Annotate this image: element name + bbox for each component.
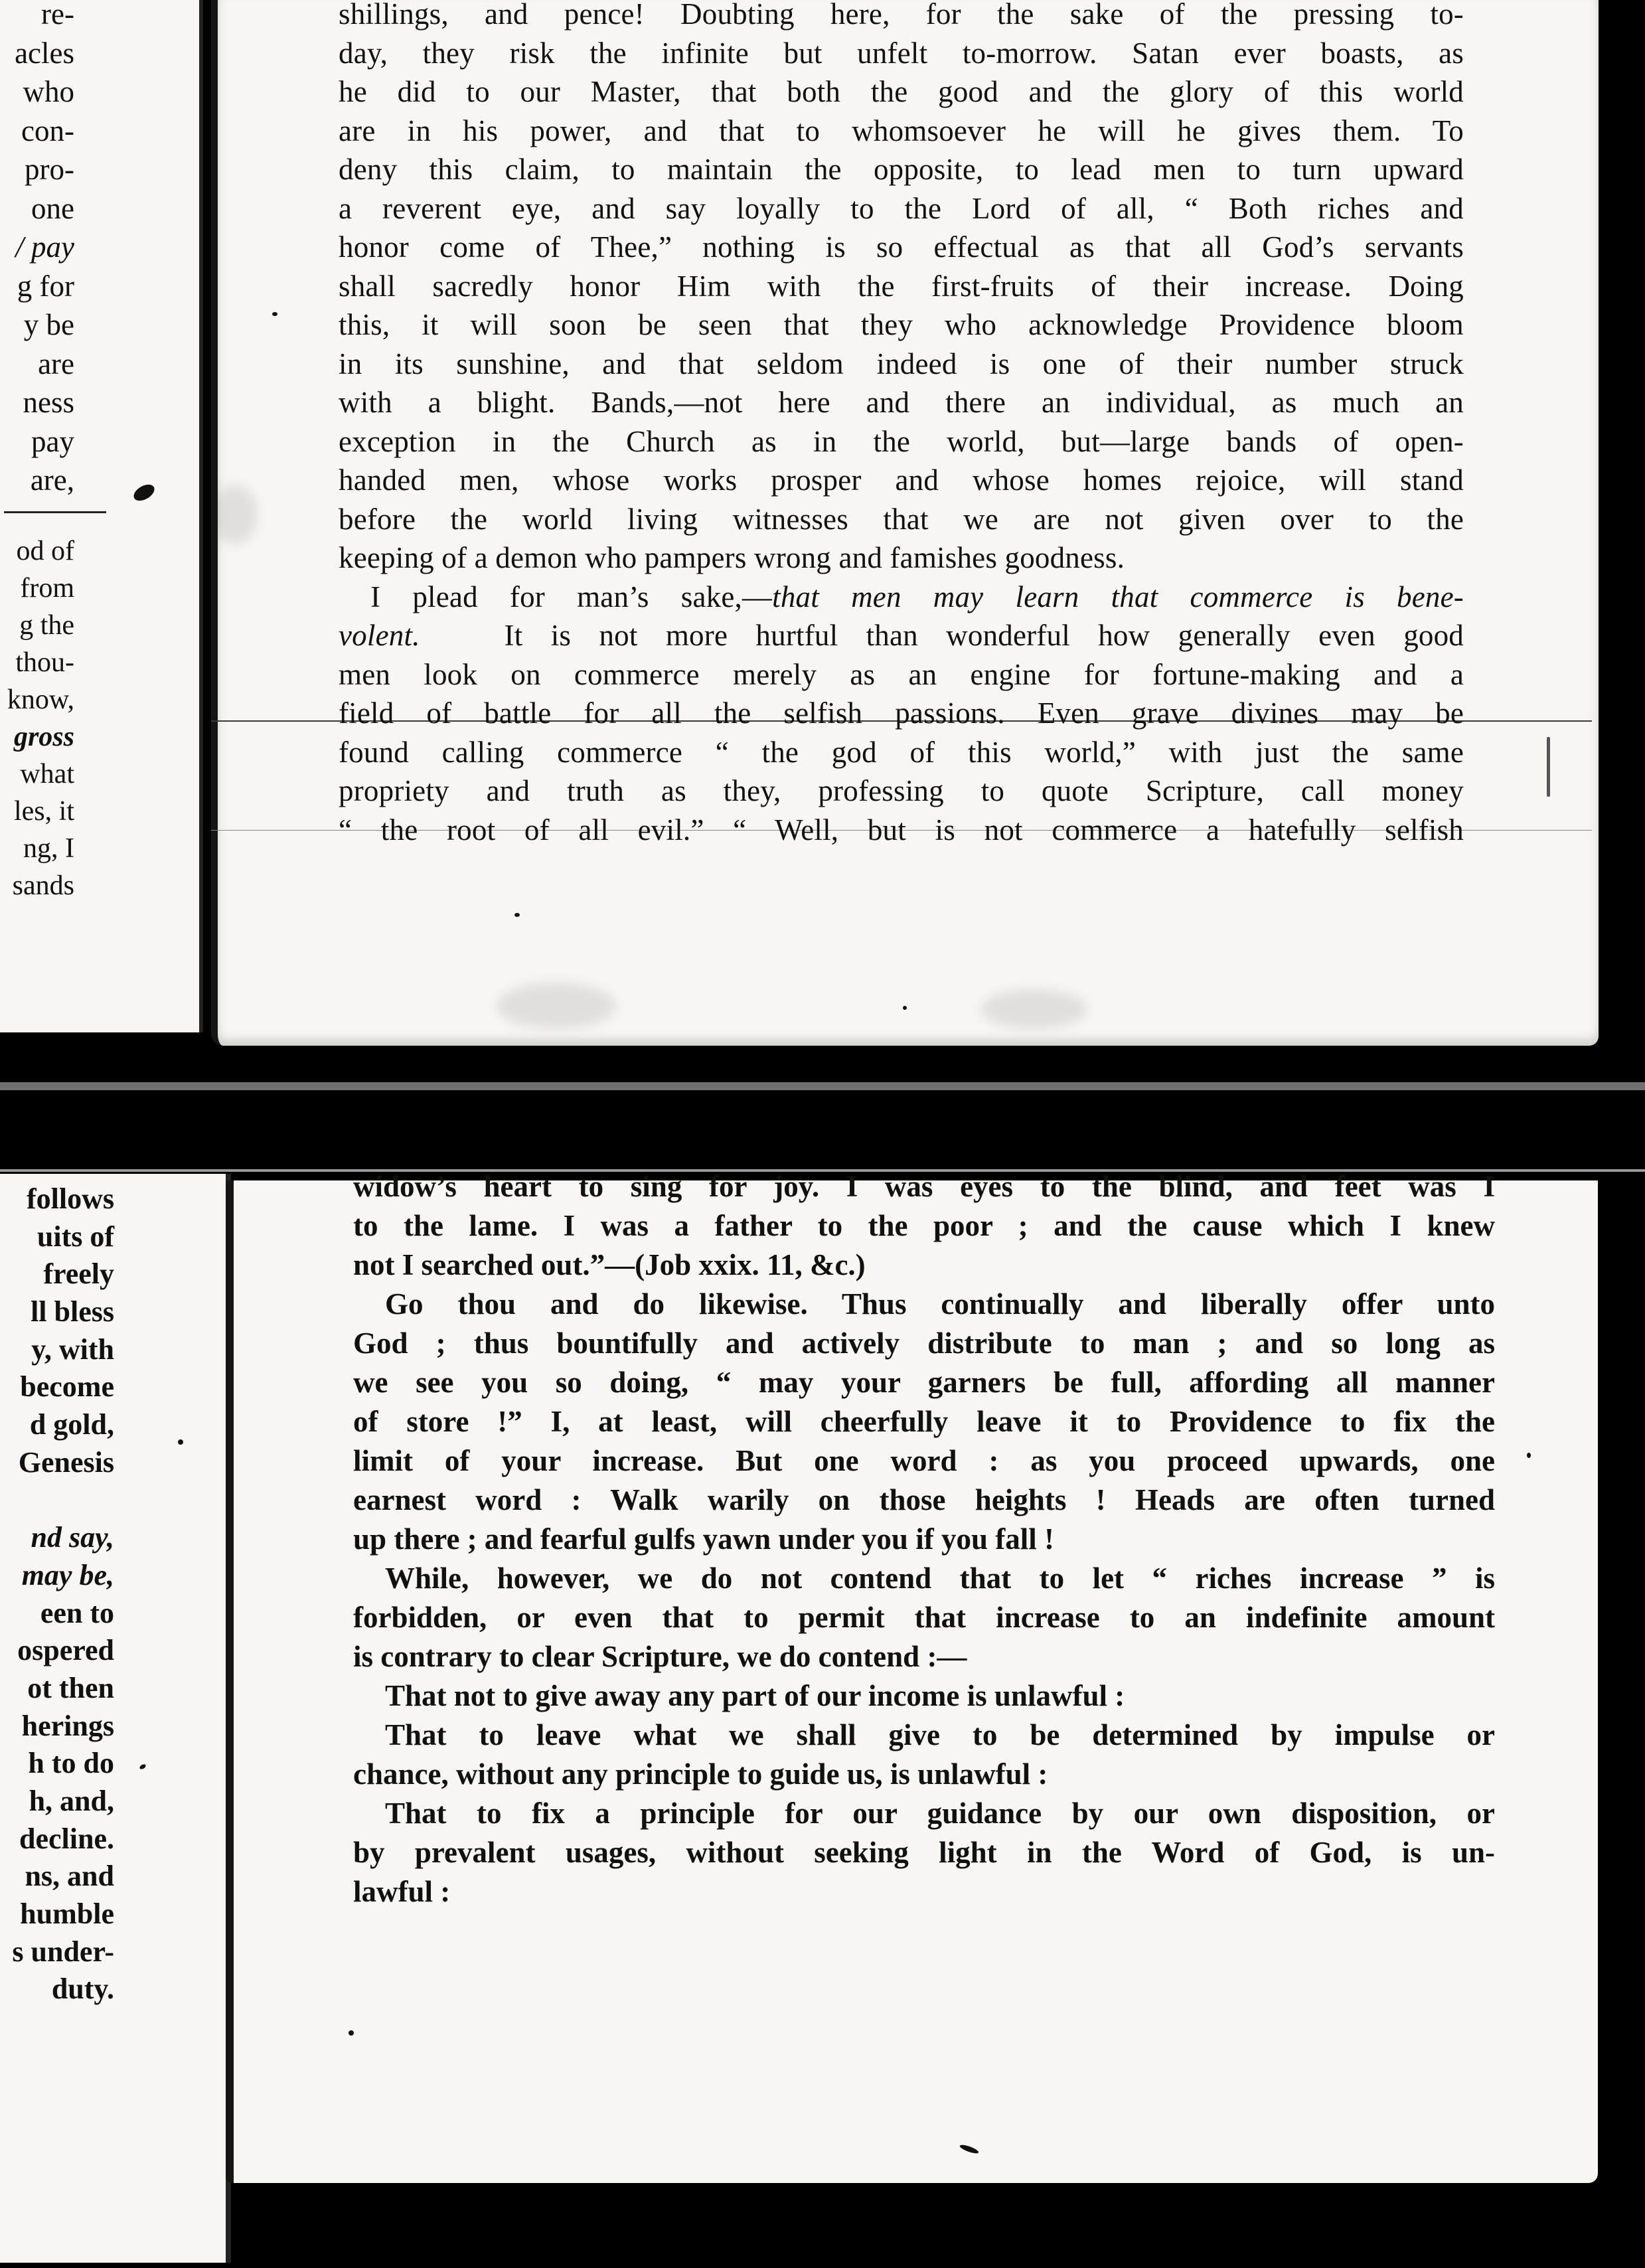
fragment-line: acles	[15, 36, 74, 70]
fragment-line: may be,	[21, 1558, 114, 1591]
fragment-line: ness	[23, 386, 74, 419]
text-line: That not to give away any part of our income is unlawful :	[385, 1679, 1125, 1712]
fragment-line: / pay	[15, 230, 74, 264]
text-line: a reverent eye, and say loyally to the Lord of all, “ Both riches and	[339, 191, 1464, 225]
fragment-line: ng, I	[23, 833, 74, 864]
fragment-line: from	[20, 573, 74, 604]
fragment-line: humble	[20, 1898, 114, 1931]
fragment-line: duty.	[51, 1973, 114, 2006]
text-line: in its sunshine, and that seldom indeed is one of their number struck	[339, 347, 1464, 380]
fragment-line: freely	[43, 1257, 114, 1291]
fragment-line: od of	[16, 536, 74, 566]
ink-speck	[272, 312, 277, 316]
plead-line2-rest: It is not more hurtful than wonderful how generally even good	[504, 619, 1464, 652]
text-line: That to fix a principle for our guidance by our own disposition, or	[385, 1797, 1495, 1830]
fragment-line: een to	[40, 1596, 114, 1629]
text-line: widow’s heart to sing for joy. I was eyes to the blind, and feet was I	[353, 1170, 1495, 1203]
text-line: propriety and truth as they, professing to quote Scripture, call money	[339, 774, 1464, 807]
fragment-line: les, it	[14, 796, 74, 827]
text-line: While, however, we do not contend that to let “ riches increase ” is	[385, 1562, 1495, 1595]
fragment-line: pay	[31, 424, 74, 458]
fragment-line: ll bless	[31, 1295, 114, 1329]
fragment-line: ot then	[27, 1671, 114, 1704]
text-line: before the world living witnesses that we are not given over to the	[339, 502, 1464, 536]
scan-shadow	[211, 485, 258, 544]
text-line: is contrary to clear Scripture, we do contend :—	[353, 1640, 967, 1673]
scan-shadow	[497, 983, 616, 1029]
fragment-line: y, with	[31, 1333, 114, 1366]
bottom-body-text	[353, 1167, 1495, 1911]
fragment-line: ns, and	[25, 1860, 114, 1893]
left-margin-text-bottom	[0, 1180, 114, 2008]
fragment-line: herings	[21, 1709, 114, 1742]
fragment-line: know,	[7, 685, 74, 715]
text-line: men look on commerce merely as an engine for fortune-making and a	[339, 657, 1464, 691]
text-line: he did to our Master, that both the good and the glory of this world	[339, 75, 1464, 108]
text-line: this, it will soon be seen that they who acknowledge Providence bloom	[339, 308, 1464, 341]
fragment-line: one	[31, 191, 74, 225]
scan-shadow	[981, 989, 1087, 1029]
text-line: Go thou and do likewise. Thus continually and liberally offer unto	[385, 1287, 1495, 1321]
fragment-gap	[0, 1482, 114, 1520]
left-margin-text-top-2	[0, 532, 74, 904]
text-line: to the lame. I was a father to the poor ; and the cause which I knew	[353, 1209, 1495, 1242]
fragment-line: h to do	[28, 1747, 114, 1780]
ink-speck	[514, 913, 520, 917]
fragment-line: h, and,	[29, 1785, 114, 1817]
fragment-line: re-	[41, 0, 74, 31]
text-line: up there ; and fearful gulfs yawn under you if you fall !	[353, 1522, 1054, 1556]
fragment-line: con-	[21, 114, 74, 147]
text-line: lawful :	[353, 1875, 451, 1908]
fragment-line: are	[38, 347, 74, 380]
text-line: limit of your increase. But one word : as you proceed upwards, one	[353, 1444, 1495, 1477]
fragment-line: thou-	[15, 647, 74, 678]
fragment-line: sands	[12, 870, 74, 901]
scan-divider	[0, 1081, 1645, 1174]
text-line: day, they risk the infinite but unfelt to-morrow. Satan ever boasts, as	[339, 36, 1464, 70]
fragment-line: uits of	[37, 1220, 114, 1253]
paragraph-start-line	[339, 578, 1464, 617]
ink-speck	[349, 2030, 354, 2036]
text-line: chance, without any principle to guide us, is unlawful :	[353, 1757, 1048, 1791]
text-line: God ; thus bountifully and actively distribute to man ; and so long as	[353, 1327, 1495, 1360]
text-line: found calling commerce “ the god of this world,” with just the same	[339, 735, 1464, 769]
section-rule	[4, 511, 106, 513]
text-line: handed men, whose works prosper and whose homes rejoice, will stand	[339, 463, 1464, 497]
scan-mark	[1547, 737, 1550, 797]
text-line: honor come of Thee,” nothing is so effectual as that all God’s servants	[339, 230, 1464, 264]
fragment-line: nd say,	[31, 1521, 114, 1554]
ink-speck	[178, 1439, 183, 1445]
ink-speck	[1527, 1453, 1531, 1458]
text-line: That to leave what we shall give to be determined by impulse or	[385, 1718, 1495, 1751]
text-line: shall sacredly honor Him with the first-fruits of their increase. Doing	[339, 269, 1464, 303]
text-line: with a blight. Bands,—not here and there an individual, as much an	[339, 386, 1464, 419]
text-line: shillings, and pence! Doubting here, for the sake of the pressing to-	[339, 0, 1464, 31]
text-line: deny this claim, to maintain the opposite, to lead men to turn upward	[339, 153, 1464, 186]
fragment-line: decline.	[19, 1822, 114, 1855]
plead-line2-italic: volent.	[339, 619, 420, 652]
text-line: earnest word : Walk warily on those heights ! Heads are often turned	[353, 1483, 1495, 1516]
fragment-line: gross	[13, 722, 74, 752]
text-line: exception in the Church as in the world, but—large bands of open-	[339, 424, 1464, 458]
ink-speck	[903, 1006, 907, 1010]
plead-italic: that men may learn that commerce is bene-	[772, 580, 1464, 613]
fragment-line: d gold,	[29, 1408, 114, 1441]
fragment-line: Genesis	[18, 1445, 114, 1479]
text-line: not I searched out.”—(Job xxix. 11, &c.)	[353, 1248, 866, 1281]
fragment-line: are,	[30, 463, 74, 497]
divider-line	[0, 1082, 1645, 1090]
top-scan	[0, 0, 1645, 1081]
text-line: by prevalent usages, without seeking light in the Word of God, is un-	[353, 1836, 1495, 1869]
fragment-line: g the	[19, 610, 74, 641]
text-line: forbidden, or even that to permit that increase to an indefinite amount	[353, 1601, 1495, 1634]
plead-start: I plead for man’s sake,—	[370, 580, 773, 613]
text-line: keeping of a demon who pampers wrong and famishes goodness.	[339, 541, 1125, 574]
fragment-line: follows	[27, 1182, 114, 1215]
fragment-line: ospered	[17, 1634, 114, 1667]
left-margin-text-top	[0, 0, 74, 500]
fragment-line: y be	[23, 308, 74, 341]
fragment-line: what	[20, 759, 74, 789]
fragment-line: become	[20, 1370, 114, 1404]
text-line	[339, 616, 1464, 655]
text-line: “ the root of all evil.” “ Well, but is not commerce a hatefully selfish	[339, 813, 1464, 847]
text-line: of store !” I, at least, will cheerfully leave it to Providence to fix the	[353, 1405, 1495, 1438]
text-line: are in his power, and that to whomsoever he will he gives them. To	[339, 114, 1464, 147]
fragment-line: who	[23, 75, 74, 108]
text-line: field of battle for all the selfish passions. Even grave divines may be	[339, 696, 1464, 730]
fragment-line: s under-	[12, 1935, 114, 1968]
text-line: we see you so doing, “ may your garners be full, affording all manner	[353, 1366, 1495, 1399]
fragment-line: pro-	[25, 153, 74, 186]
left-page-fragment-top	[0, 0, 203, 1032]
top-body-text	[339, 0, 1464, 849]
fragment-line: g for	[17, 269, 74, 303]
